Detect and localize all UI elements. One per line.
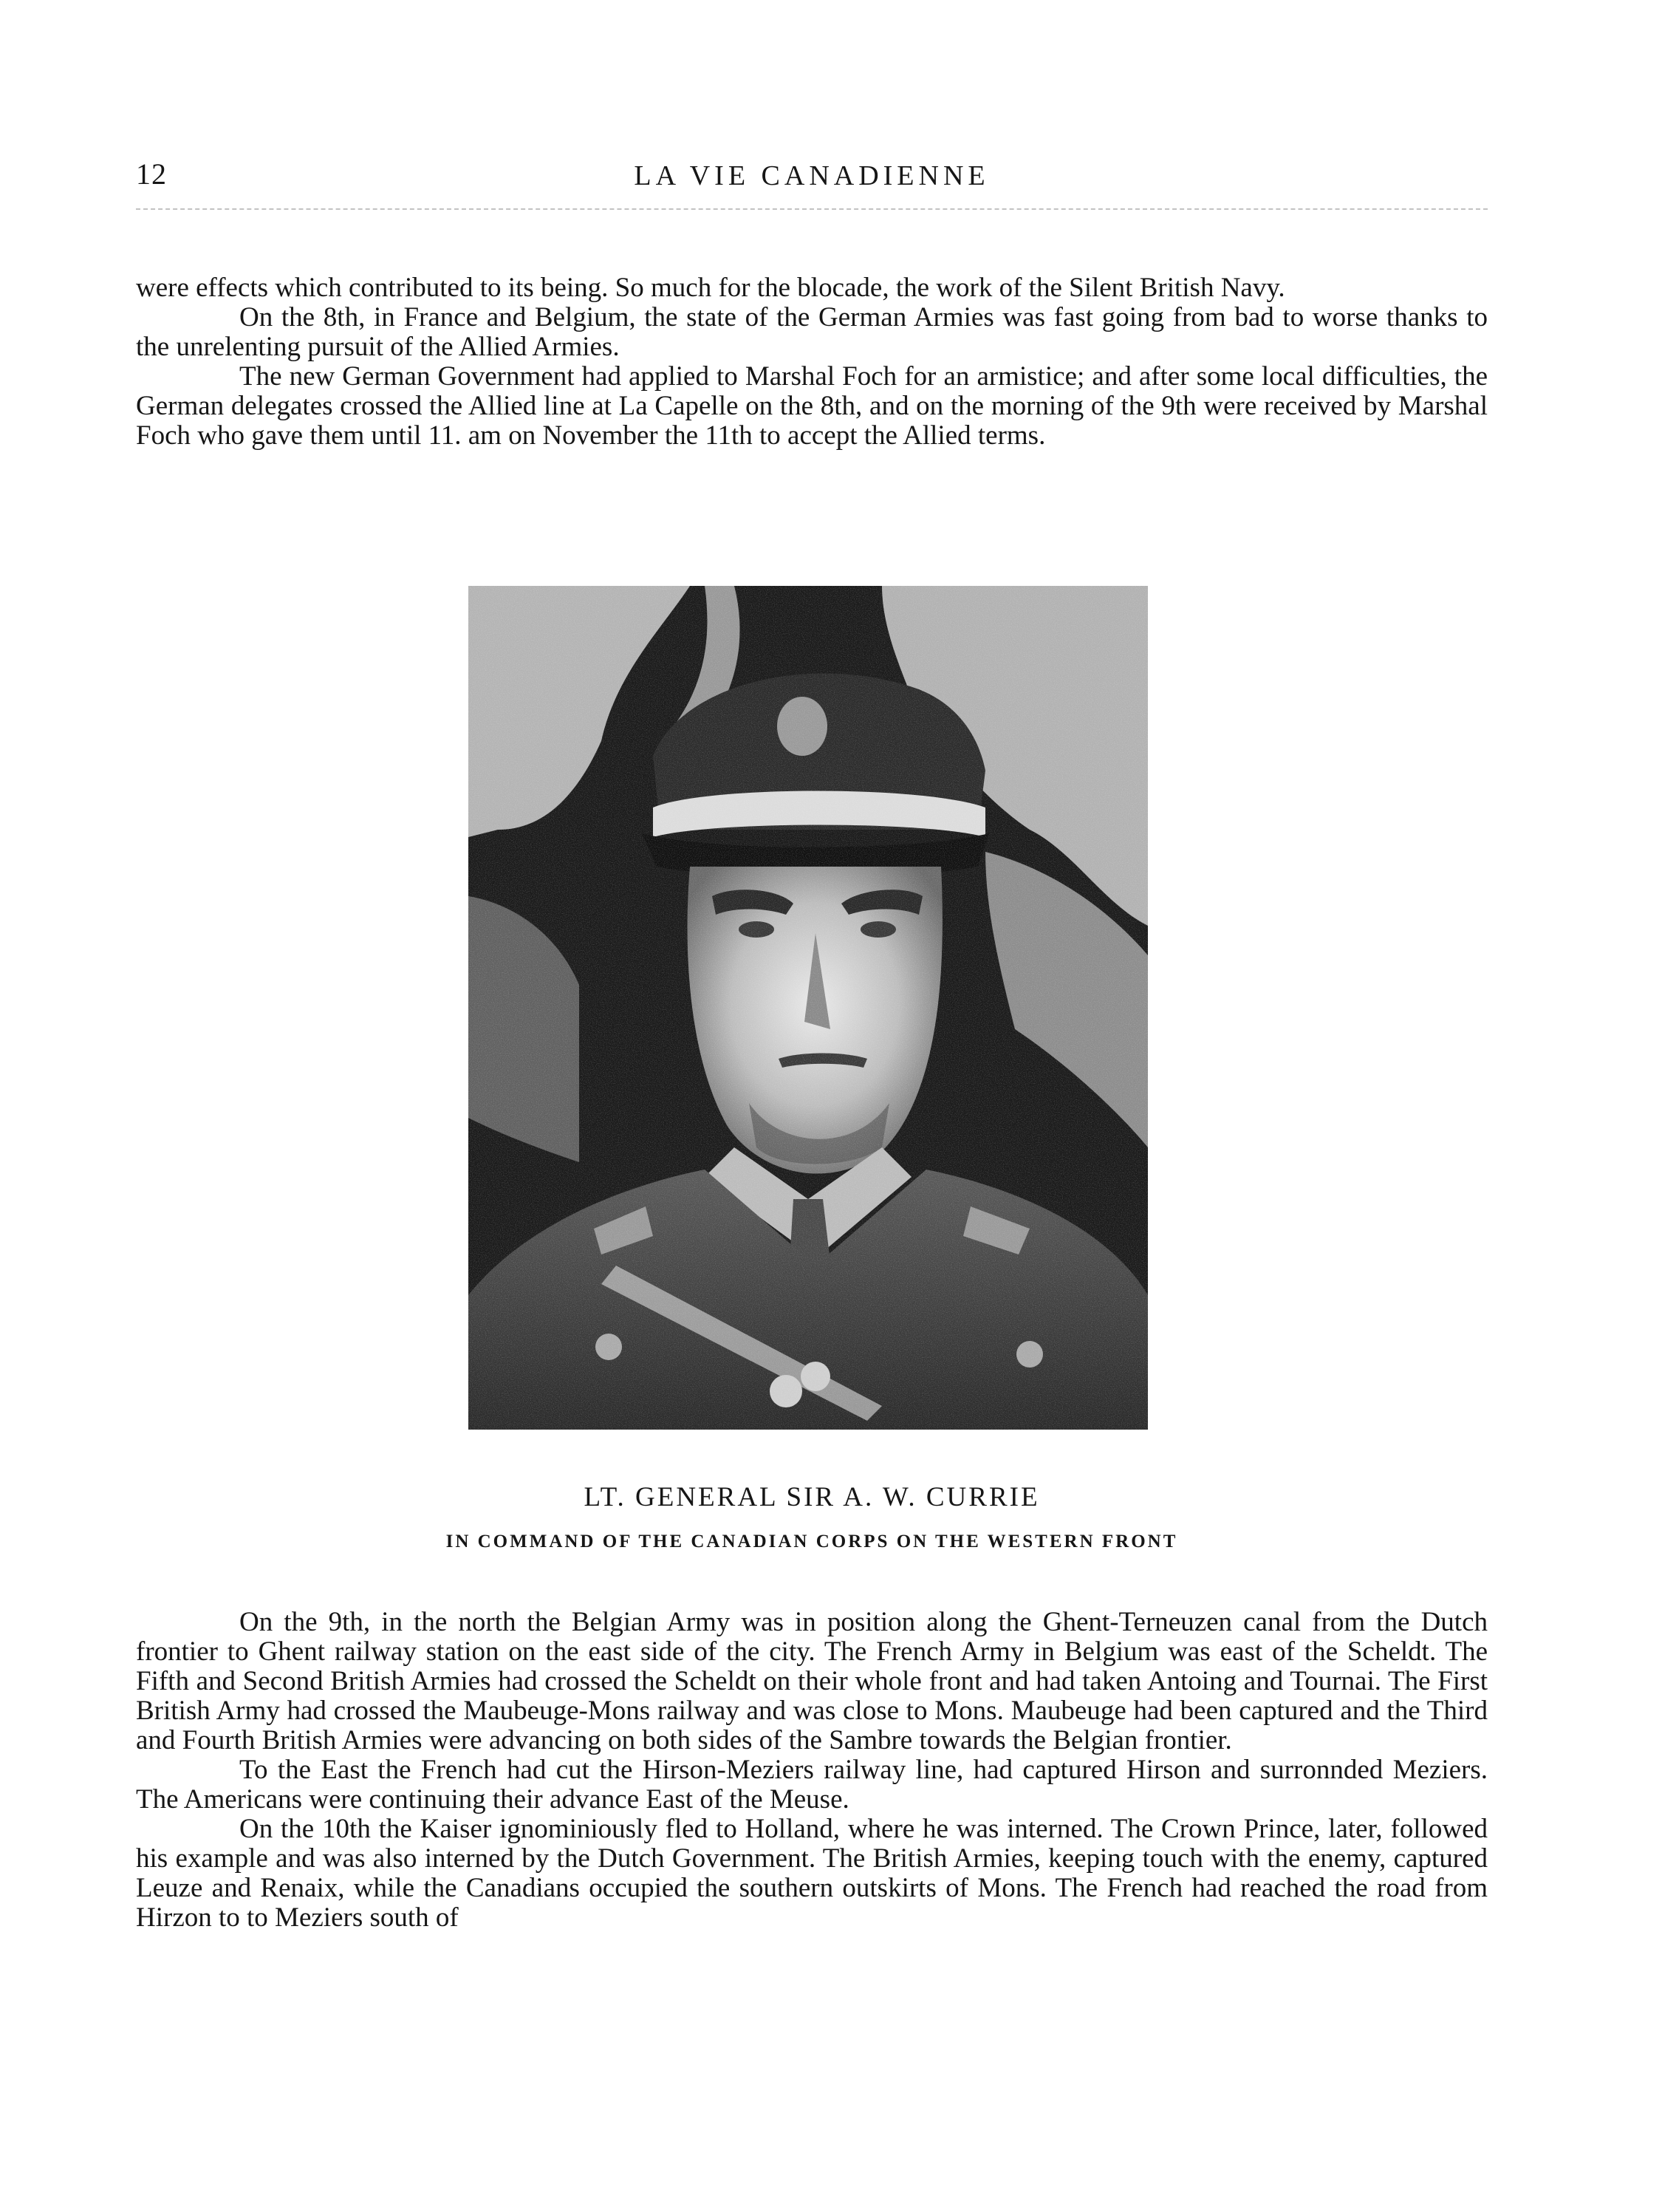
paragraph-east: To the East the French had cut the Hirson-Meziers railway line, had captured Hirson and surronnded Meziers. The Americans were continuing their advance East of the Meuse. — [136, 1755, 1488, 1815]
running-head: LA VIE CANADIENNE — [634, 160, 990, 191]
paragraph-ninth: On the 9th, in the north the Belgian Army was in position along the Ghent-Terneuzen canal from the Dutch frontier to Ghent railway station on the east side of the city. The French Army in Belgium was east of the Scheldt. The Fifth and Second British Armies had crossed the Scheldt on their whole front and had taken Antoing and Tournai. The First British Army had crossed the Maubeuge-Mons railway and was close to Mons. Maubeuge had been captured and the Third and Fourth British Armies were advancing on both sides of the Sambre towards the Belgian frontier. — [136, 1607, 1488, 1755]
portrait-photograph — [468, 586, 1148, 1430]
caption-title: LT. GENERAL SIR A. W. CURRIE — [584, 1482, 1040, 1512]
page-number: 12 — [136, 157, 167, 191]
paragraph-german-armies: On the 8th, in France and Belgium, the state of the German Armies was fast going from bad to worse thanks to the unrelenting pursuit of the Allied Armies. — [136, 302, 1488, 362]
paragraph-tenth: On the 10th the Kaiser ignominiously fled to Holland, where he was interned. The Crown Prince, later, followed his example and was also interned by the Dutch Government. The British Armies, keeping touch with the enemy, captured Leuze and Renaix, while the Canadians occupied the southern outskirts of Mons. The French had reached the road from Hirzon to to Meziers south of — [136, 1814, 1488, 1933]
bottom-text-block — [136, 1608, 1488, 1933]
caption-subtitle: IN COMMAND OF THE CANADIAN CORPS ON THE WESTERN FRONT — [445, 1532, 1178, 1552]
paragraph-blockade: were effects which contributed to its being. So much for the blocade, the work of the Silent British Navy. — [136, 273, 1285, 303]
top-text-block — [136, 273, 1488, 451]
header-rule — [136, 208, 1488, 210]
paragraph-armistice: The new German Government had applied to Marshal Foch for an armistice; and after some local difficulties, the German delegates crossed the Allied line at La Capelle on the 8th, and on the morning of the 9th were received by Marshal Foch who gave them until 11. am on November the 11th to accept the Allied terms. — [136, 361, 1488, 451]
page-header — [136, 157, 1488, 201]
